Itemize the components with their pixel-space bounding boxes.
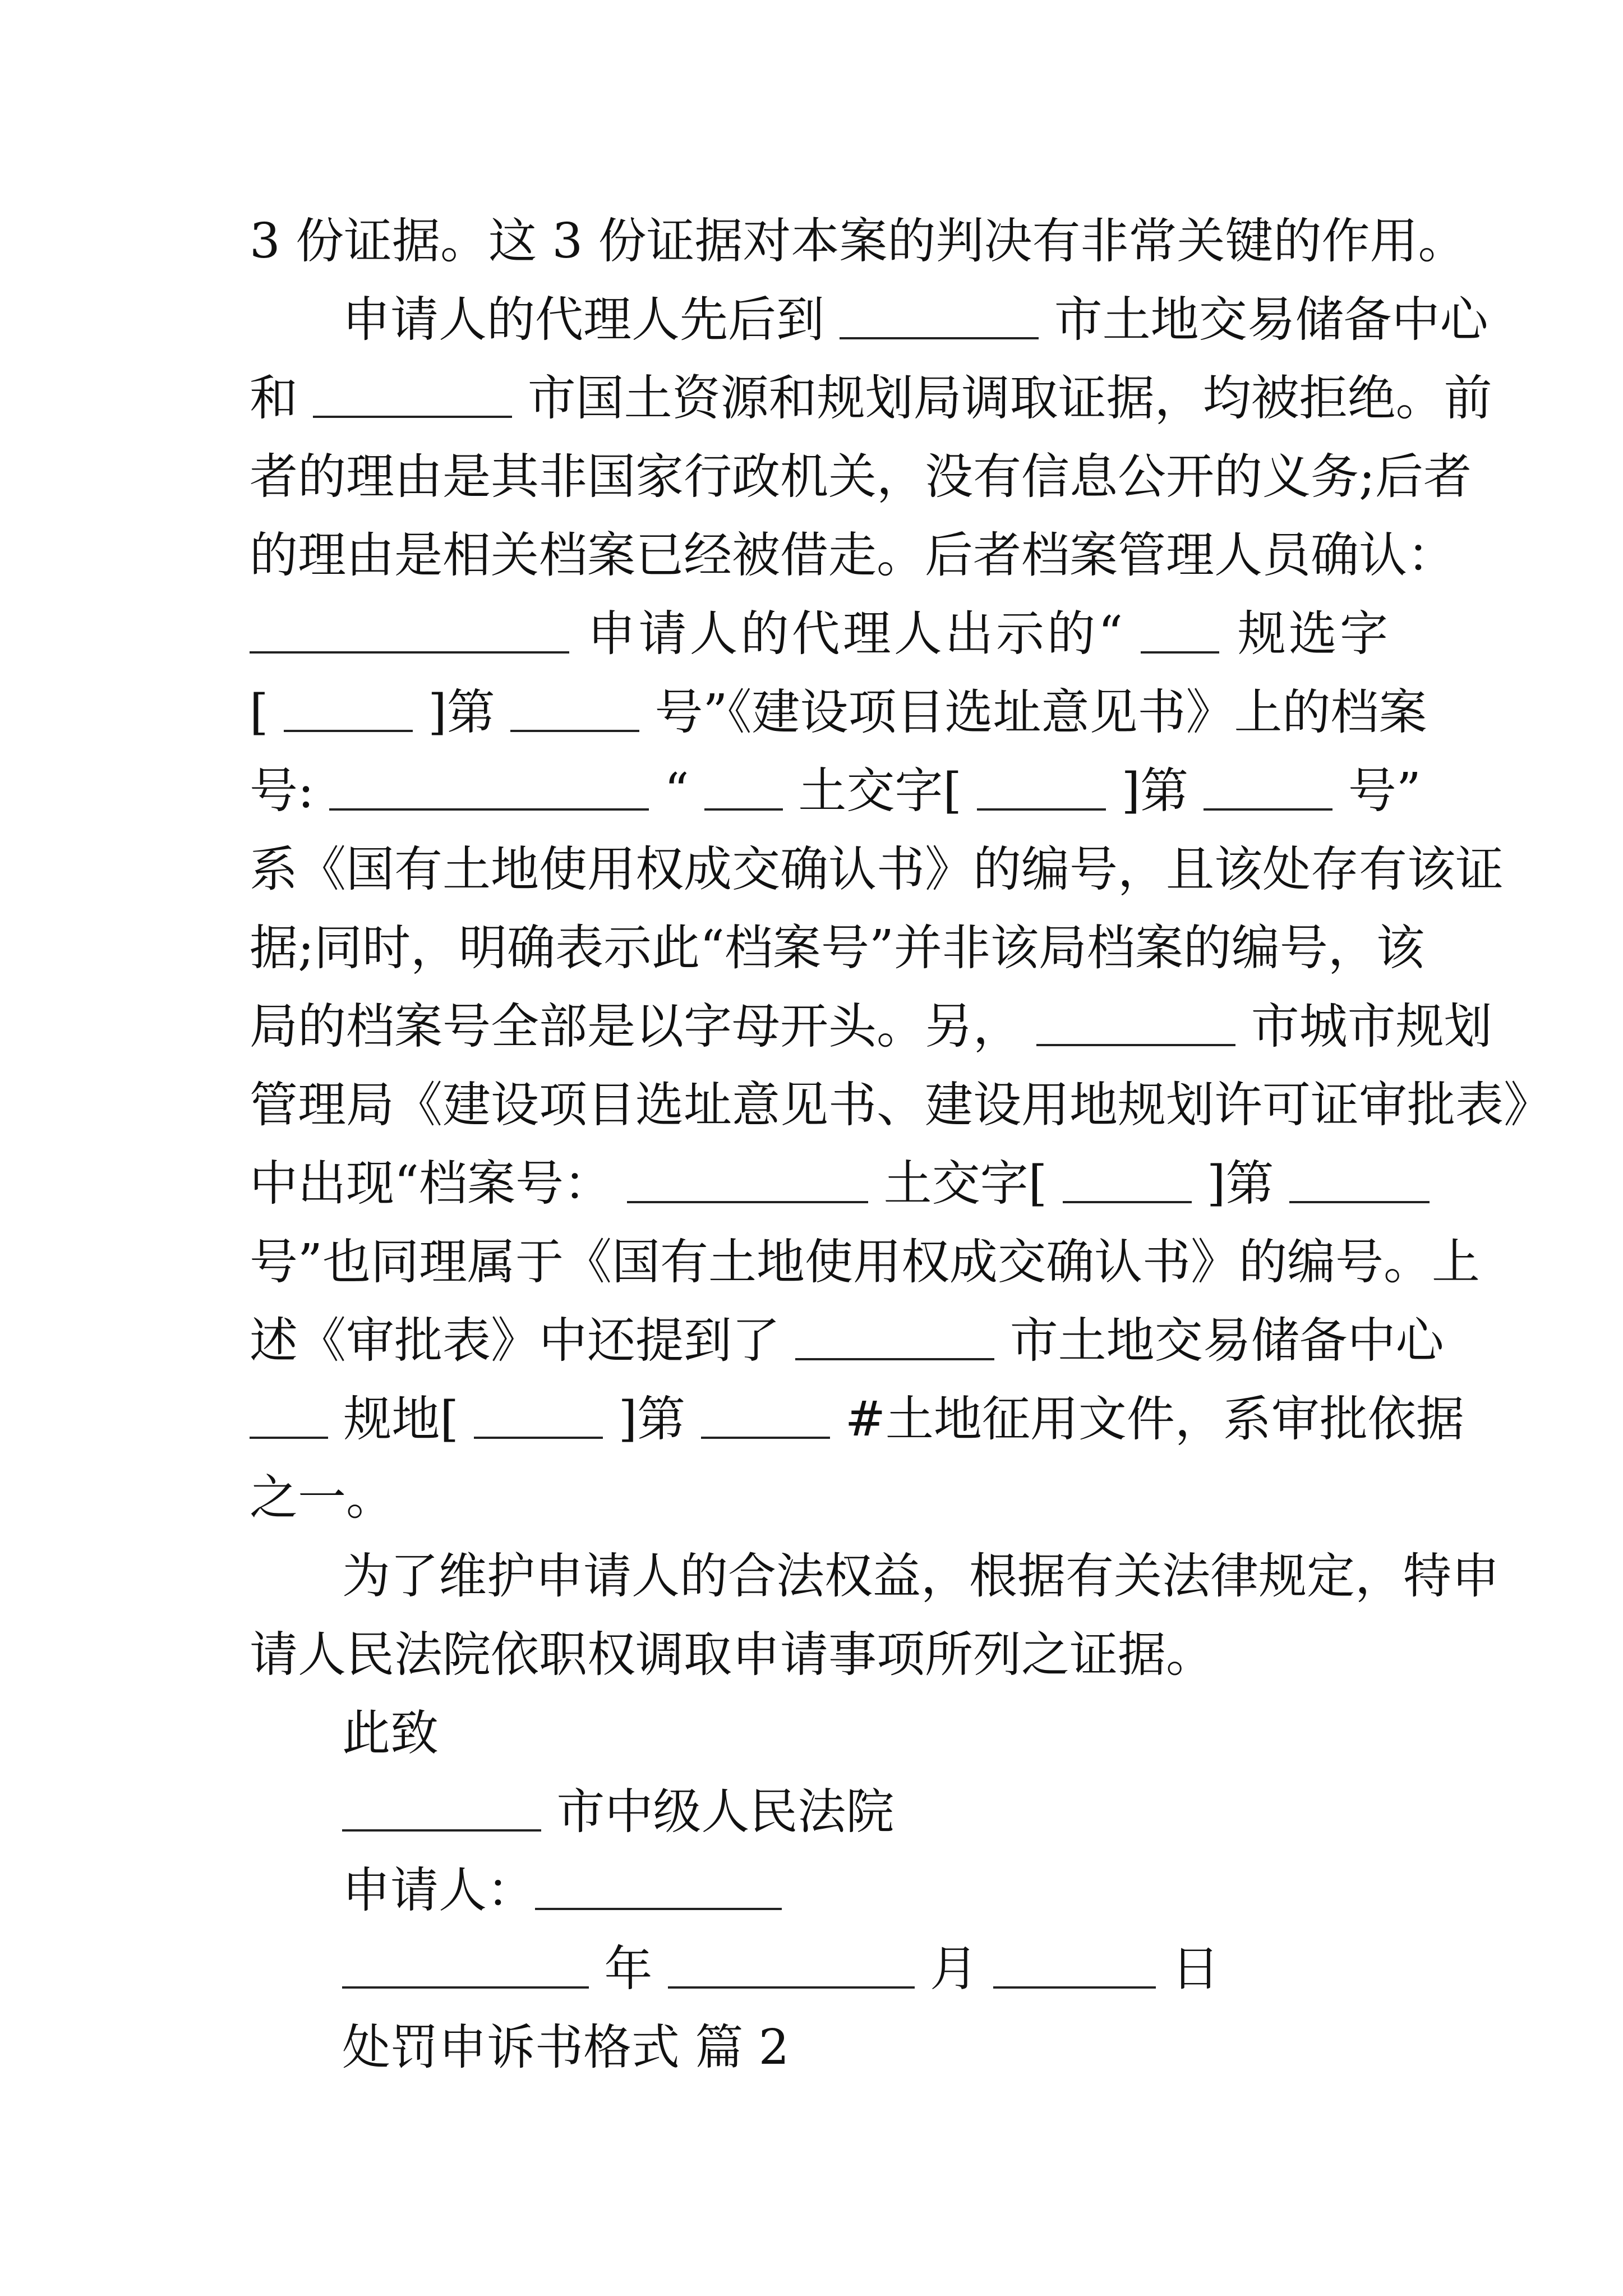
line-text: 和 [250,370,298,426]
blank-year[interactable] [1063,1161,1192,1203]
line-text: 管理局《建设项目选址意见书、建设用地规划许可证审批表》 [250,1077,1552,1133]
line-text: 日 [1171,1941,1220,1997]
line-text: 之一。 [250,1470,394,1526]
text-line-4 [250,435,1472,519]
line-text: 处罚申诉书格式 篇 2 [342,2019,790,2076]
blank-number[interactable] [510,689,639,732]
blank-day-date[interactable] [993,1946,1156,1989]
text-line-2 [342,278,1488,362]
text-line-1 [250,199,1467,283]
blank-city-name[interactable] [795,1318,994,1360]
line-text: ]第 [1206,1156,1274,1212]
line-text: “ [664,763,689,819]
blank-month-date[interactable] [668,1946,915,1989]
text-line-11 [250,984,1492,1069]
text-line-7 [250,670,1427,754]
text-line-9 [250,827,1504,912]
text-line-15 [250,1299,1444,1383]
text-line-17 [250,1456,1388,1540]
line-text: 者的理由是其非国家行政机关，没有信息公开的义务;后者 [250,449,1472,505]
blank-city-name[interactable] [1036,1004,1235,1046]
blank-number[interactable] [1204,768,1332,811]
salutation [342,1691,1388,1775]
line-text: 请人民法院依职权调取申请事项所列之证据。 [250,1627,1214,1683]
line-text: 此致 [342,1705,439,1761]
blank-prefix[interactable] [1141,611,1219,654]
line-text: [ [250,684,269,740]
blank-prefix[interactable] [250,1396,328,1439]
text-line-10 [250,906,1424,990]
text-line-19 [250,1613,1388,1697]
line-text: 规选字 [1237,606,1388,662]
text-line-5 [250,513,1455,597]
text-line-8 [250,749,1421,833]
line-text: 的理由是相关档案已经被借走。后者档案管理人员确认： [250,527,1455,583]
line-text: 据;同时，明确表示此“档案号”并非该局档案的编号，该 [250,920,1424,976]
section-heading [342,2005,1388,2090]
line-text: 局的档案号全部是以字母开头。另， [250,999,1021,1055]
blank-year[interactable] [977,768,1106,811]
text-line-13 [250,1142,1388,1226]
blank-prefix[interactable] [704,768,783,811]
line-text: 规地[ [343,1391,459,1447]
line-text: #土地征用文件，系审批依据 [845,1391,1464,1447]
line-text: 市土地交易储备中心 [1009,1313,1444,1369]
line-text: 土交字[ [798,763,962,819]
line-text: 市中级人民法院 [556,1784,895,1840]
text-line-18 [342,1534,1500,1618]
line-text: 市土地交易储备中心 [1054,292,1488,348]
line-text: 3 份证据。这 3 份证据对本案的判决有非常关键的作用。 [250,213,1467,269]
blank-archive-prefix[interactable] [627,1161,868,1203]
blank-year-date[interactable] [342,1946,589,1989]
line-text: 号”也同理属于《国有土地使用权成交确认书》的编号。上 [250,1234,1480,1290]
blank-city-name[interactable] [342,1789,541,1832]
applicant-line [342,1848,1388,1932]
line-text: 号” [1348,763,1421,819]
blank-year[interactable] [474,1396,603,1439]
blank-applicant-name[interactable] [535,1867,782,1910]
blank-number[interactable] [701,1396,830,1439]
addressee [342,1770,1388,1854]
line-text: 为了维护申请人的合法权益，根据有关法律规定，特申 [342,1548,1500,1604]
blank-confirmation[interactable] [250,611,569,654]
text-line-16 [250,1377,1464,1461]
blank-number[interactable] [1289,1161,1430,1203]
blank-city-name[interactable] [840,297,1039,339]
text-line-12 [250,1063,1552,1147]
line-text: 年 [604,1941,653,1997]
line-text: 中出现“档案号： [250,1156,612,1212]
line-text: 系《国有土地使用权成交确认书》的编号，且该处存有该证 [250,841,1504,898]
line-text: 号: [250,763,314,819]
line-text: 市国土资源和规划局调取证据，均被拒绝。前 [527,370,1492,426]
text-line-14 [250,1220,1480,1304]
line-text: 申请人的代理人出示的“ [587,606,1123,662]
line-text: 号”《建设项目选址意见书》上的档案 [654,684,1427,740]
line-text: ]第 [428,684,495,740]
line-text: 述《审批表》中还提到了 [250,1313,780,1369]
line-text: 市城市规划 [1251,999,1492,1055]
line-text: ]第 [618,1391,686,1447]
line-text: 土交字[ [883,1156,1048,1212]
blank-year[interactable] [284,689,413,732]
blank-archive-number[interactable] [329,768,649,811]
text-line-6 [250,592,1388,676]
line-text: 申请人： [342,1862,535,1918]
line-text: 月 [930,1941,979,1997]
text-line-3 [250,356,1492,440]
line-text: 申请人的代理人先后到 [342,292,824,348]
date-line [342,1927,1388,2011]
blank-city-name[interactable] [313,375,512,418]
line-text: ]第 [1121,763,1189,819]
